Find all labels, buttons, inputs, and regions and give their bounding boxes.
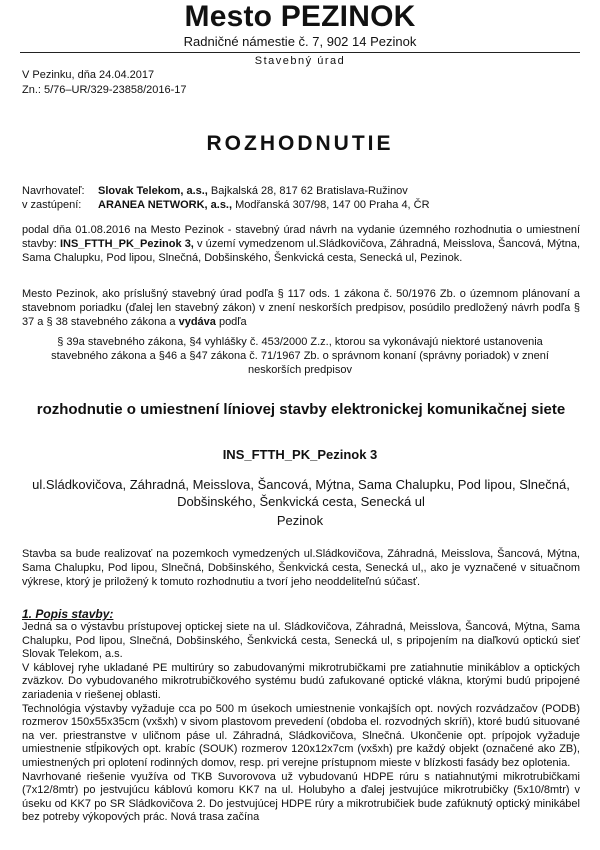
section-1-paragraph: V káblovej ryhe ukladané PE multirúry so zabudovanými mikrotrubičkami pre zatiahnutie minikáblov a optických zväzkov. Do vybudovaného mikrotrubičkového systému budú zafukované optické vlákna, ktorými budú pripojené zariadenia v riešenej oblasti. [22, 661, 580, 701]
proposer-label: Navrhovateľ: [22, 185, 85, 197]
representative-line [22, 198, 430, 212]
legal-basis-paragraph: § 39a stavebného zákona, §4 vyhlášky č. 453/2000 Z.z., ktorou sa vykonávajú niektoré ustanovenia stavebného zákona a §46 a §47 zákona č. 71/1967 Zb. o správnom konaní (správny poriadok) v znení neskorších predpisov [51, 336, 549, 376]
section-1-paragraph: Jedná sa o výstavbu prístupovej optickej siete na ul. Sládkovičova, Záhradná, Meisslova, Šancová, Mýtna, Sama Chalupku, Pod lipou, Slnečná, Dobšinského, Šenkvická cesta, Senecká ul, s pripojením na diaľkovú optickú sieť Slovak Telekom, a.s. [22, 621, 580, 661]
representative-address: Modřanská 307/98, 147 00 Praha 4, ČR [232, 199, 430, 211]
section-1-paragraph: Navrhované riešenie využíva od TKB Suvorovova už vybudovanú HDPE rúru s natiahnutými mikrotrubičkami (7x12/8mtr) po jestvujúcu káblovú komoru KK7 na ul. Holubyho a ďalej jestvujúce mikrotrubičky (5x10/8mtr) v úseku od KK7 po SR Sládkovičova 2. Do jestvujúcej HDPE rúry a mikrotrubičiek bude zafúknutý optický minikábel bez potreby výkopových prác. Nová trasa začína [22, 770, 580, 824]
application-paragraph [22, 223, 580, 265]
representative-name: ARANEA NETWORK, a.s., [98, 199, 233, 211]
decision-title: rozhodnutie o umiestnení líniovej stavby elektronickej komunikačnej siete [36, 401, 566, 418]
application-text-a: podal dňa 01.08.2016 na Mesto Pezinok - stavebný úrad návrh na vydanie územného rozhodnutia o umiestnení stavby: [22, 224, 580, 250]
proposer-name: Slovak Telekom, a.s., [98, 185, 208, 197]
representative-label: v zastúpení: [22, 199, 82, 211]
decision-town: Pezinok [276, 513, 324, 528]
authority-paragraph [22, 287, 580, 329]
municipality-title: Mesto PEZINOK [184, 0, 416, 33]
municipality-address: Radničné námestie č. 7, 902 14 Pezinok [183, 34, 417, 49]
authority-text-b: podľa [215, 316, 247, 328]
header-divider [20, 52, 580, 53]
proposer-address: Bajkalská 28, 817 62 Bratislava-Ružinov [207, 185, 408, 197]
location-paragraph: Stavba sa bude realizovať na pozemkoch vymedzených ul.Sládkovičova, Záhradná, Meisslova, Šancová, Mýtna, Sama Chalupku, Pod lipou, Slnečná, Dobšinského, Šenkvická cesta, Senecká ul,, ako je vyznačené v situačnom výkrese, ktorý je priložený k tomuto rozhodnutiu a tvorí jeho neoddeliteľnú súčasť. [22, 548, 580, 588]
decision-streets: ul.Sládkovičova, Záhradná, Meisslova, Šancová, Mýtna, Sama Chalupku, Pod lipou, Slnečná, Dobšinského, Šenkvická cesta, Senecká ul [32, 477, 570, 509]
document-title: ROZHODNUTIE [206, 132, 394, 155]
section-1-body [22, 621, 580, 825]
project-code-inline: INS_FTTH_PK_Pezinok 3, [59, 238, 194, 250]
section-1-paragraph: Technológia výstavby vyžaduje cca po 500 m úsekoch umiestnenie vonkajších opt. nových rozvádzačov (PODB) rozmerov 150x55x35cm (vxšxh) v sivom plastovom prevedení (obdoba el. rozvodných skríň), ktoré budú situované na ver. priestranstve v uličnom páse ul. Záhradná, Sládkovičova, Slnečná. Ukončenie opt. prípojok vyžaduje umiestnenie stĺpikových opt. krabíc (SOUK) rozmerov 120x12x7cm (vxšxh) pre každý objekt (označené ako ZB), umiestnených pri oplotení rodinných domov, resp. pri verejne prístupnom mieste v blízkosti fasády bez oplotenia. [22, 702, 580, 769]
section-1-heading: 1. Popis stavby: [22, 607, 114, 621]
authority-text-a: Mesto Pezinok, ako príslušný stavebný úrad podľa § 117 ods. 1 zákona č. 50/1976 Zb. o územnom plánovaní a stavebnom poriadku (ďalej len stavebný zákon) v znení neskorších predpisov, posúdilo predložený návrh podľa § 37 a § 38 stavebného zákona a [22, 288, 580, 328]
proposer-line [22, 184, 430, 198]
date-line: V Pezinku, dňa 24.04.2017 [22, 69, 155, 81]
application-text-b: v území vymedzenom ul.Sládkovičova, Záhradná, Meisslova, Šancová, Mýtna, Sama Chalupku, Pod lipou, Slnečná, Dobšinského, Šenkvická cesta, Senecká ul, Pezinok. [22, 238, 580, 264]
decision-subject: INS_FTTH_PK_Pezinok 3 [222, 447, 378, 462]
issues-word: vydáva [178, 316, 216, 328]
parties-block [22, 184, 430, 212]
office-name: Stavebný úrad [254, 55, 346, 67]
reference-number: Zn.: 5/76–UR/329-23858/2016-17 [22, 84, 187, 96]
